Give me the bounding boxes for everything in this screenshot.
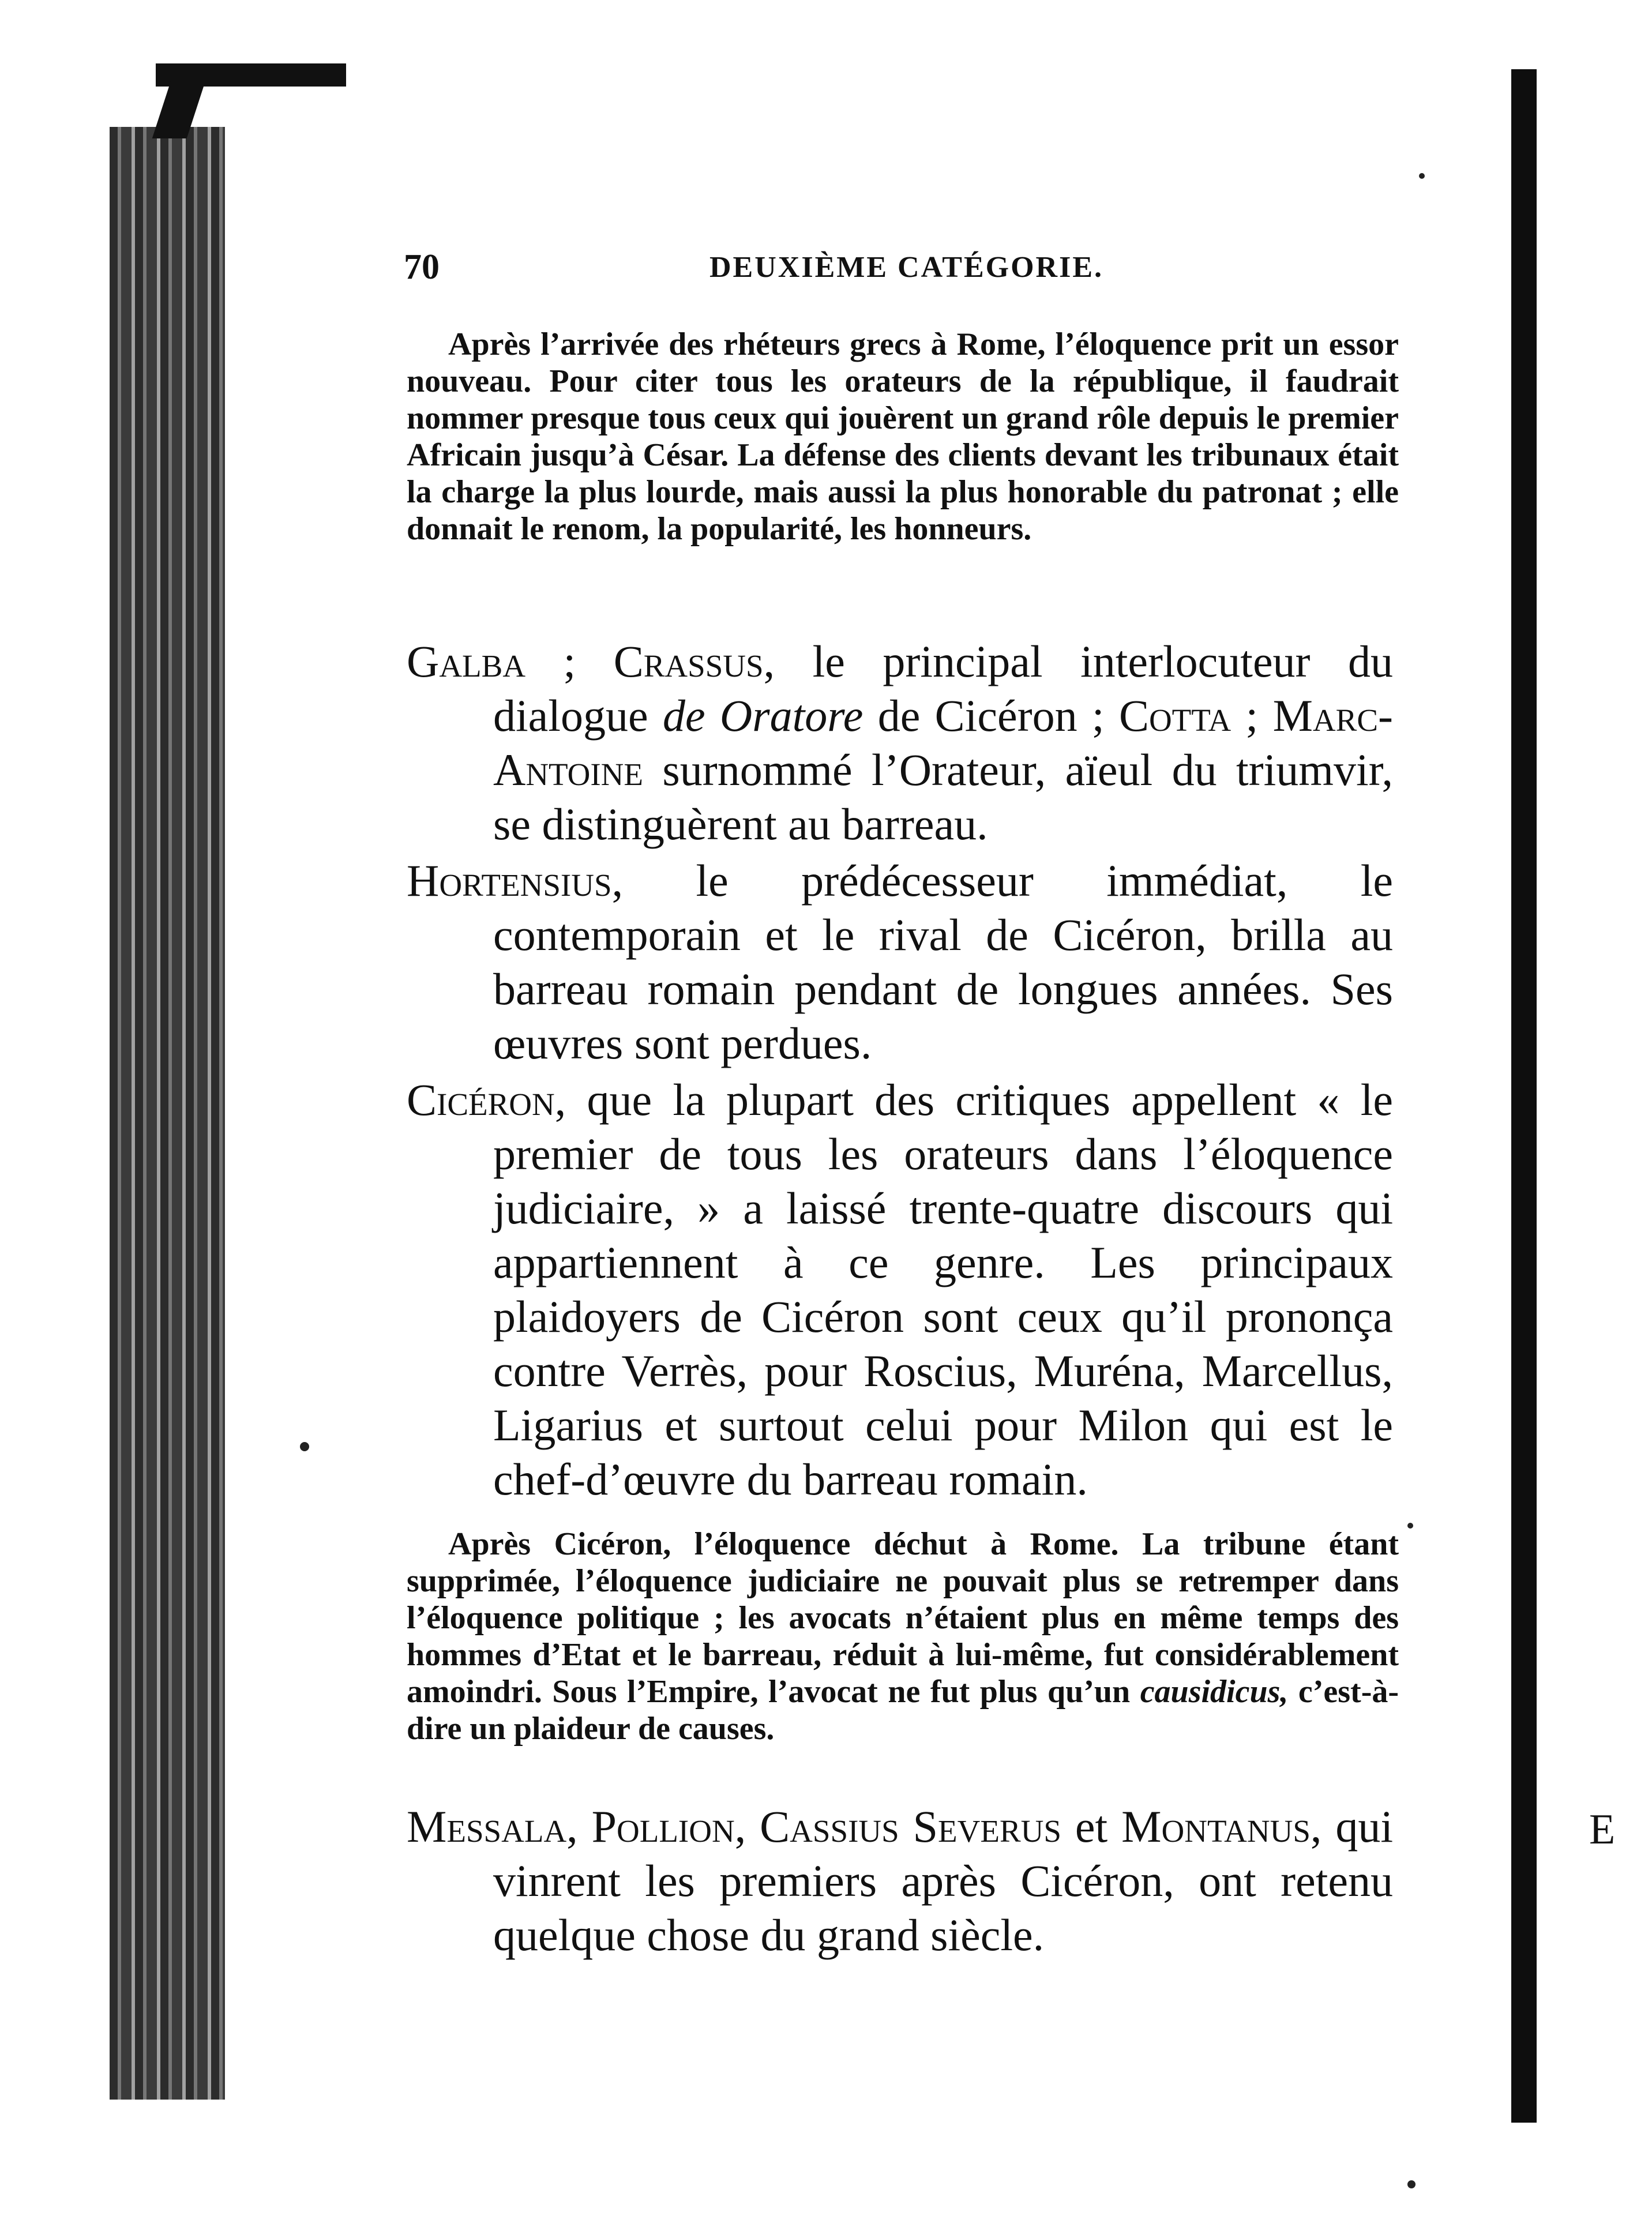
- entry-text: , le prédécesseur immédiat, le contemporain et le rival de Cicéron, brilla au barreau romain pendant de longues années. Ses œuvres sont perdues.: [493, 855, 1393, 1068]
- note-text: c’est-à-dire un plaideur de causes.: [407, 1674, 1399, 1747]
- entry-text: ;: [525, 636, 614, 686]
- book-binding-edge: [110, 127, 225, 2100]
- entry-text: , qui vinrent les premiers après Cicéron, ont retenu quelque chose du grand siècle.: [493, 1801, 1394, 1960]
- scan-speck: [1407, 1523, 1413, 1529]
- orator-name: Hortensius: [407, 855, 612, 906]
- entry-text: de Cicéron ;: [863, 690, 1119, 741]
- entry-text: ,: [566, 1801, 592, 1852]
- intro-paragraph: Après l’arrivée des rhéteurs grecs à Rome, l’éloquence prit un essor nouveau. Pour citer tous les orateurs de la république, il faudrait nommer presque tous ceux qui jouèrent un grand rôle depuis le premier Africain jusqu’à César. La défense des clients devant les tribunaux était la charge la plus lourde, mais aussi la plus honorable du patronat ; elle donnait le renom, la popularité, les honneurs.: [407, 326, 1399, 547]
- entry-messala-pollion: [407, 1800, 1393, 1962]
- orator-name: Messala: [407, 1801, 567, 1852]
- page-number: 70: [404, 247, 440, 287]
- note-text: Après Cicéron, l’éloquence déchut à Rome. La tribune étant supprimée, l’éloquence judiciaire ne pouvait plus se retremper dans l’éloquence politique ; les avocats n’étaient plus en même temps des hommes d’Etat et le barreau, réduit à lui-même, fut considérablement amoindri. Sous l’Empire, l’avocat ne fut plus qu’un: [407, 1526, 1399, 1710]
- entry-text: , le principal interlocuteur du dialogue: [493, 636, 1394, 741]
- scan-speck: [1407, 2180, 1416, 2188]
- scan-speck: [1419, 173, 1425, 179]
- entry-text: et: [1061, 1801, 1122, 1852]
- work-title: de Oratore: [662, 690, 863, 741]
- orator-name: Cicéron: [407, 1075, 555, 1125]
- orator-name: Cotta: [1118, 690, 1232, 741]
- orator-name: Montanus: [1121, 1801, 1311, 1852]
- margin-letter-fragment: E: [1589, 1806, 1616, 1853]
- orator-name: Galba: [407, 636, 526, 686]
- right-page-edge: [1511, 69, 1537, 2123]
- entry-galba-crassus: [407, 634, 1393, 851]
- scan-speck: [300, 1442, 309, 1451]
- entry-text: surnommé l’Orateur, aïeul du triumvir, se distinguèrent au barreau.: [493, 745, 1393, 849]
- orator-name: Pollion: [591, 1801, 735, 1852]
- orator-name: Crassus: [613, 636, 764, 686]
- running-head: DEUXIÈME CATÉGORIE.: [709, 251, 1104, 284]
- orator-name: Marc-Antoine: [493, 690, 1393, 795]
- entry-text: ,: [734, 1801, 760, 1852]
- note-italic-term: causidicus,: [1140, 1674, 1289, 1710]
- page-header: [404, 247, 1211, 299]
- entry-text: ;: [1231, 690, 1273, 741]
- entry-text: , que la plupart des critiques appellent « le premier de tous les orateurs dans l’éloquence judiciaire, » a laissé trente-quatre discours qui appartiennent à ce genre. Les principaux plaidoyers de Cicéron sont ceux qu’il prononça contre Verrès, pour Roscius, Muréna, Marcellus, Ligarius et surtout celui pour Milon qui est le chef-d’œuvre du barreau romain.: [493, 1075, 1393, 1504]
- entry-hortensius: [407, 854, 1393, 1071]
- entry-ciceron: [407, 1073, 1393, 1507]
- orator-name: Cassius Severus: [760, 1801, 1061, 1852]
- note-paragraph: [407, 1526, 1399, 1747]
